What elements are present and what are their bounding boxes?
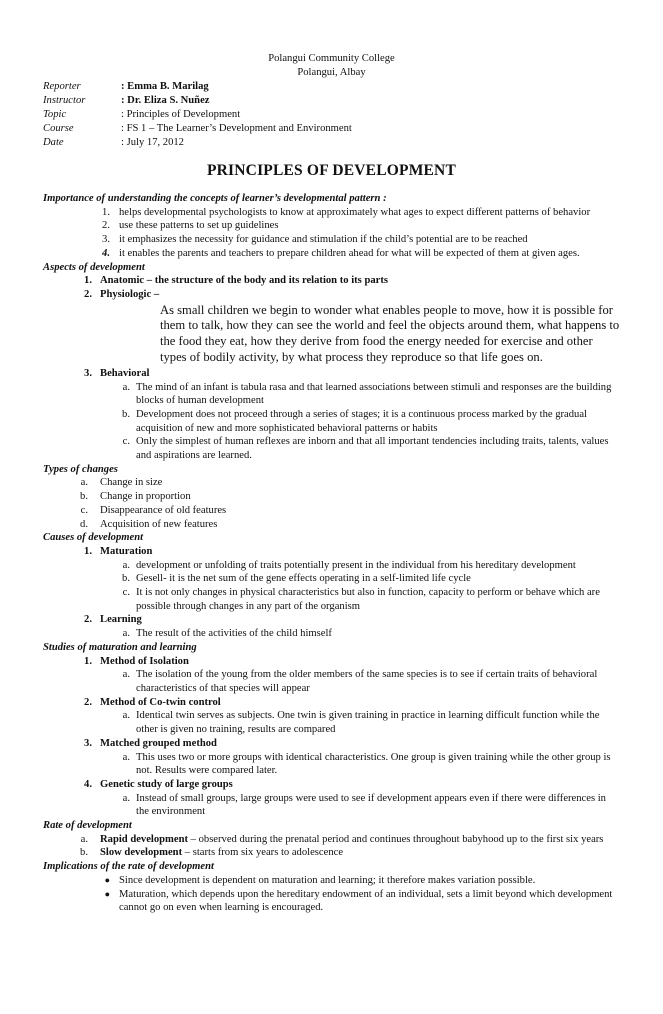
list-letter: a. [80,833,88,845]
list-text: Physiologic – [100,288,160,300]
list-text: Since development is dependent on maturation and learning; it therefore makes variation possible. [119,874,536,886]
list-text: Development does not proceed through a series of stages; it is a continuous process marked by the gradual acquisition of new and more sophisticated behavioral patterns or habits [136,408,587,434]
sub-list-item [43,572,628,586]
list-number: 3. [102,234,110,246]
list-text: Behavioral [100,367,150,379]
sub-list-item [43,408,628,435]
list-letter: a. [80,477,88,489]
meta-row-topic [43,108,352,122]
section-heading-rate: Rate of development [43,820,132,832]
list-text: This uses two or more groups with identical characteristics. One group is given training while the other group is not. Results were compared later. [136,751,611,777]
list-item [43,518,628,532]
list-number: 2. [84,288,92,300]
list-item [43,288,628,302]
list-number: 1. [84,655,92,667]
list-letter: b. [122,408,130,420]
list-item [43,833,628,847]
list-number: 1. [84,545,92,557]
list-text: Maturation, which depends upon the hereditary endowment of an individual, sets a limit beyond which development cannot go on even when learning is encouraged. [119,888,613,914]
meta-label: Course [43,123,74,134]
list-item [43,367,628,381]
list-text: Gesell- it is the net sum of the gene effects operating in a self-limited life cycle [136,573,471,585]
list-letter: c. [80,504,88,516]
bullet-icon: ● [104,874,110,885]
bullet-icon: ● [104,888,110,899]
list-item [43,490,628,504]
sub-list-item [43,381,628,408]
document-body [43,192,628,915]
list-letter: a. [122,751,130,763]
list-text: helps developmental psychologists to know at approximately what ages to expect different patterns of behavior [119,206,591,218]
rate-description: – starts from six years to adolescence [182,847,344,859]
rate-description: – observed during the prenatal period and continues throughout babyhood up to the first six years [188,833,604,845]
meta-value: : FS 1 – The Learner’s Development and Environment [121,123,352,134]
meta-value: : July 17, 2012 [121,137,184,148]
list-text: Genetic study of large groups [100,778,233,790]
list-item [43,233,628,247]
list-item [43,545,628,559]
list-item [43,504,628,518]
list-text: Instead of small groups, large groups were used to see if development appears even if there were differences in the environment [136,792,606,818]
list-number: 2. [102,220,110,232]
meta-value: : Emma B. Marilag [121,81,209,92]
meta-row-reporter [43,80,352,94]
list-item [43,778,628,792]
list-number: 2. [84,614,92,626]
list-text: use these patterns to set up guidelines [119,220,279,232]
list-item [43,655,628,669]
list-text [100,846,628,860]
list-text: Method of Co-twin control [100,696,221,708]
sub-list-item [43,792,628,819]
section-heading-types: Types of changes [43,463,118,475]
report-meta [43,80,352,150]
list-letter: a. [122,710,130,722]
list-item [43,846,628,860]
list-text: Disappearance of old features [100,504,227,516]
list-letter: b. [80,491,88,503]
section-heading-aspects: Aspects of development [43,261,145,273]
list-number: 1. [102,206,110,218]
list-letter: c. [122,436,130,448]
list-item [43,206,628,220]
list-letter: c. [122,587,130,599]
meta-value: : Dr. Eliza S. Nuñez [121,95,210,106]
list-number: 4. [84,778,92,790]
meta-row-instructor [43,94,352,108]
list-item [43,696,628,710]
list-letter: b. [80,847,88,859]
sub-list-item [43,709,628,736]
list-text: The result of the activities of the child himself [136,628,332,640]
meta-row-course [43,122,352,136]
sub-list-item [43,668,628,695]
sub-list-item [43,751,628,778]
list-letter: b. [122,573,130,585]
list-text: It is not only changes in physical characteristics but also in function, capacity to perform or behave which are possible through changes in any part of the organism [136,587,600,612]
list-item [43,247,628,261]
section-heading-causes: Causes of development [43,532,144,544]
list-text: Identical twin serves as subjects. One twin is given training in practice in learning difficult function while the other is given no training, results are compared [136,710,600,736]
list-text: development or unfolding of traits potentially present in the individual from his hereditary development [136,559,576,571]
college-name: Polangui Community College [268,53,395,64]
list-text: The isolation of the young from the older members of the same species is to see if certain traits of behavioral characteristics of that species will appear [136,669,598,694]
section-heading-studies: Studies of maturation and learning [43,641,197,653]
list-text: it emphasizes the necessity for guidance and stimulation if the child’s potential are to be reached [119,234,528,246]
meta-label: Date [43,137,64,148]
list-text: Anatomic – the structure of the body and its relation to its parts [100,275,388,287]
list-text: Acquisition of new features [100,518,218,530]
list-text [100,833,628,847]
bullet-item [43,888,628,915]
list-text: Only the simplest of human reflexes are inborn and that all important tendencies including traits, talents, values and aspirations are learned. [136,436,609,462]
sub-list-item [43,559,628,573]
list-item [43,613,628,627]
physiologic-paragraph: As small children we begin to wonder what enables people to move, how it is possible for them to talk, how they can see the world and feel the objects around them, what happens to the food they eat, how they derive from food the energy needed for exercise and other types of bodily activity, by what process they reproduce so that life goes on. [160,302,620,365]
list-item [43,476,628,490]
rate-term: Slow development [100,847,183,859]
list-text: Change in proportion [100,491,191,503]
list-text: The mind of an infant is tabula rasa and that learned associations between stimuli and responses are the building blocks of human development [136,381,612,407]
rate-term: Rapid development [100,833,188,845]
college-header [0,52,663,79]
meta-value: : Principles of Development [121,109,241,120]
sub-list-item [43,586,628,613]
list-letter: a. [122,792,130,804]
college-location: Polangui, Albay [297,66,366,78]
list-number: 2. [84,696,92,708]
list-item [43,737,628,751]
list-text: Change in size [100,477,163,489]
list-item [43,219,628,233]
list-text: Maturation [100,545,153,557]
section-heading-implications: Implications of the rate of development [43,861,214,873]
list-number: 1. [84,275,92,287]
list-letter: d. [80,518,88,530]
sub-list-item [43,435,628,462]
list-text: Matched grouped method [100,737,217,749]
list-text: Learning [100,614,142,626]
bullet-item [43,874,628,888]
page-title: PRINCIPLES OF DEVELOPMENT [206,162,456,179]
sub-list-item [43,627,628,641]
meta-label: Topic [43,109,67,120]
meta-label: Instructor [43,95,86,106]
list-letter: a. [122,669,130,681]
section-heading-importance: Importance of understanding the concepts of learner’s developmental pattern : [43,193,387,204]
list-letter: a. [122,381,130,393]
list-letter: a. [122,628,130,640]
meta-row-date [43,136,352,150]
list-item [43,274,628,288]
list-number: 4. [102,247,110,259]
list-number: 3. [84,737,92,749]
list-number: 3. [84,367,92,379]
list-letter: a. [122,559,130,571]
meta-label: Reporter [43,81,81,92]
list-text: it enables the parents and teachers to prepare children ahead for what will be expected of them at given ages. [119,247,580,259]
list-text: Method of Isolation [100,655,189,667]
